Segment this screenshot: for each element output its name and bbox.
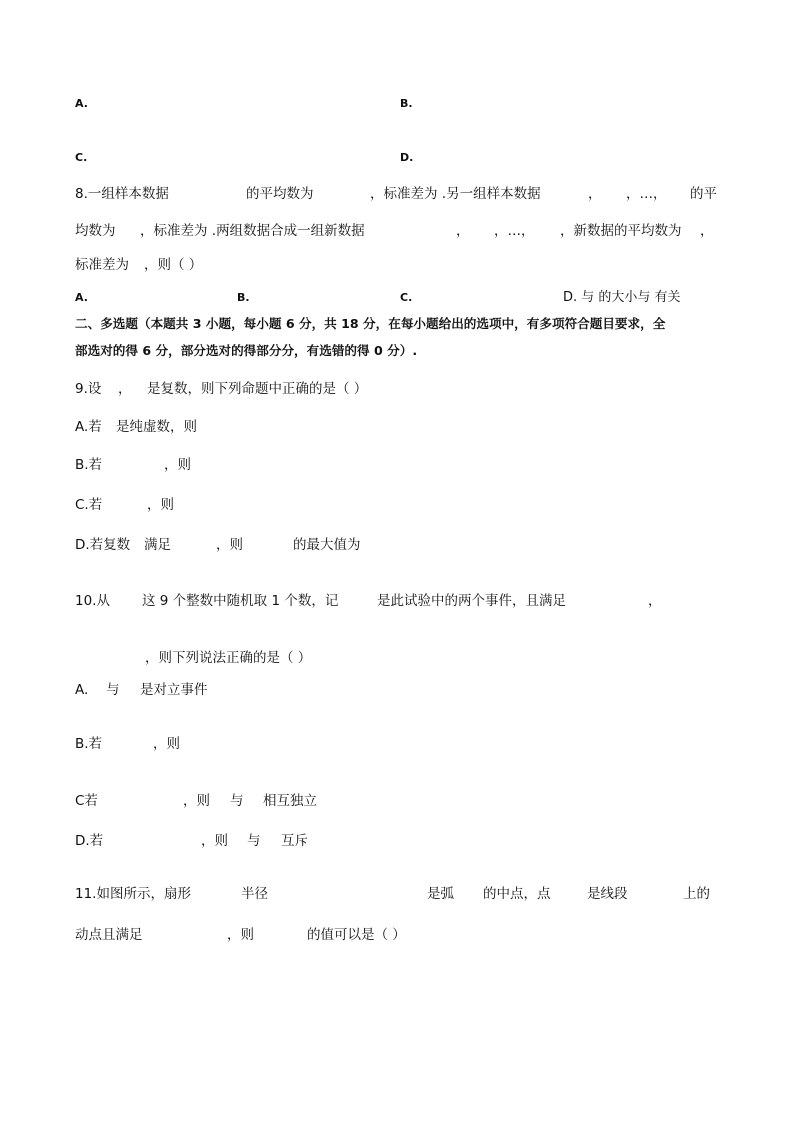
text-fragment: ，标准差为 .两组数据合成一组新数据 xyxy=(140,223,365,239)
text-fragment: 标准差为 xyxy=(75,257,129,273)
text-fragment: A.若 xyxy=(75,419,102,435)
text-fragment: 的中点，点 xyxy=(483,886,551,902)
text-fragment: 11.如图所示，扇形 xyxy=(75,886,191,902)
q10-stem-line-2: ，则下列说法正确的是（ ） xyxy=(145,650,312,666)
text-fragment: 是对立事件 xyxy=(140,682,208,698)
text-fragment: 10.从 xyxy=(75,593,110,609)
text-fragment: 是纯虚数，则 xyxy=(116,419,197,435)
q8-option-c: C. xyxy=(400,291,413,304)
text-fragment: 的平 xyxy=(690,186,717,202)
text-fragment: ，新数据的平均数为 xyxy=(560,223,682,239)
text-fragment: B.若 xyxy=(75,457,103,473)
text-fragment: 的最大值为 xyxy=(293,537,361,553)
q7-option-c: C. xyxy=(75,151,88,164)
q8-option-d: D. 与 的大小与 有关 xyxy=(563,290,681,305)
section-2-heading-line-1: 二、多选题（本题共 3 小题，每小题 6 分，共 18 分，在每小题给出的选项中，有多项符合题目要求，全 xyxy=(75,316,666,331)
text-fragment: 的平均数为 xyxy=(246,186,314,202)
text-fragment: ， xyxy=(588,186,602,202)
text-fragment: 与 xyxy=(230,793,244,809)
text-fragment: 这 9 个整数中随机取 1 个数，记 xyxy=(142,593,339,609)
text-fragment: ，则 xyxy=(227,927,254,943)
text-fragment: 是复数，则下列命题中正确的是（ ） xyxy=(147,381,368,397)
text-fragment: ， xyxy=(118,381,132,397)
text-fragment: ，则 xyxy=(216,537,243,553)
text-fragment: ，…， xyxy=(626,186,667,202)
text-fragment: 是此试验中的两个事件，且满足 xyxy=(377,593,566,609)
text-fragment: ，标准差为 .另一组样本数据 xyxy=(370,186,541,202)
text-fragment: 是弧 xyxy=(427,886,454,902)
text-fragment: ，则 xyxy=(164,457,191,473)
text-fragment: ，则 xyxy=(147,497,174,513)
text-fragment: 上的 xyxy=(683,886,710,902)
text-fragment: 的值可以是（ ） xyxy=(307,927,406,943)
text-fragment: 均数为 xyxy=(75,223,116,239)
text-fragment: 是线段 xyxy=(587,886,628,902)
text-fragment: ， xyxy=(648,593,662,609)
text-fragment: A. xyxy=(75,682,89,698)
q7-option-a: A. xyxy=(75,97,88,110)
text-fragment: 与 xyxy=(106,682,120,698)
q8-option-b: B. xyxy=(237,291,250,304)
q7-option-b: B. xyxy=(400,97,413,110)
text-fragment: ，…， xyxy=(494,223,535,239)
text-fragment: ，则 xyxy=(153,736,180,752)
text-fragment: 8.一组样本数据 xyxy=(75,186,169,202)
text-fragment: 与 xyxy=(247,833,261,849)
text-fragment: 互斥 xyxy=(281,833,308,849)
text-fragment: ，则 xyxy=(201,833,228,849)
text-fragment: C.若 xyxy=(75,497,103,513)
text-fragment: 相互独立 xyxy=(263,793,317,809)
text-fragment: ， xyxy=(456,223,470,239)
text-fragment: 满足 xyxy=(144,537,171,553)
text-fragment: ，则 xyxy=(183,793,210,809)
text-fragment: D.若 xyxy=(75,833,104,849)
text-fragment: D.若复数 xyxy=(75,537,131,553)
text-fragment: B.若 xyxy=(75,736,103,752)
text-fragment: 动点且满足 xyxy=(75,927,143,943)
q8-option-a: A. xyxy=(75,291,88,304)
text-fragment: 9.设 xyxy=(75,381,102,397)
q7-option-d: D. xyxy=(400,151,414,164)
text-fragment: ， xyxy=(700,223,714,239)
section-2-heading-line-2: 部选对的得 6 分，部分选对的得部分分，有选错的得 0 分）. xyxy=(75,343,418,358)
text-fragment: ，则（ ） xyxy=(144,257,203,273)
text-fragment: 半径 xyxy=(241,886,268,902)
text-fragment: C若 xyxy=(75,793,98,809)
